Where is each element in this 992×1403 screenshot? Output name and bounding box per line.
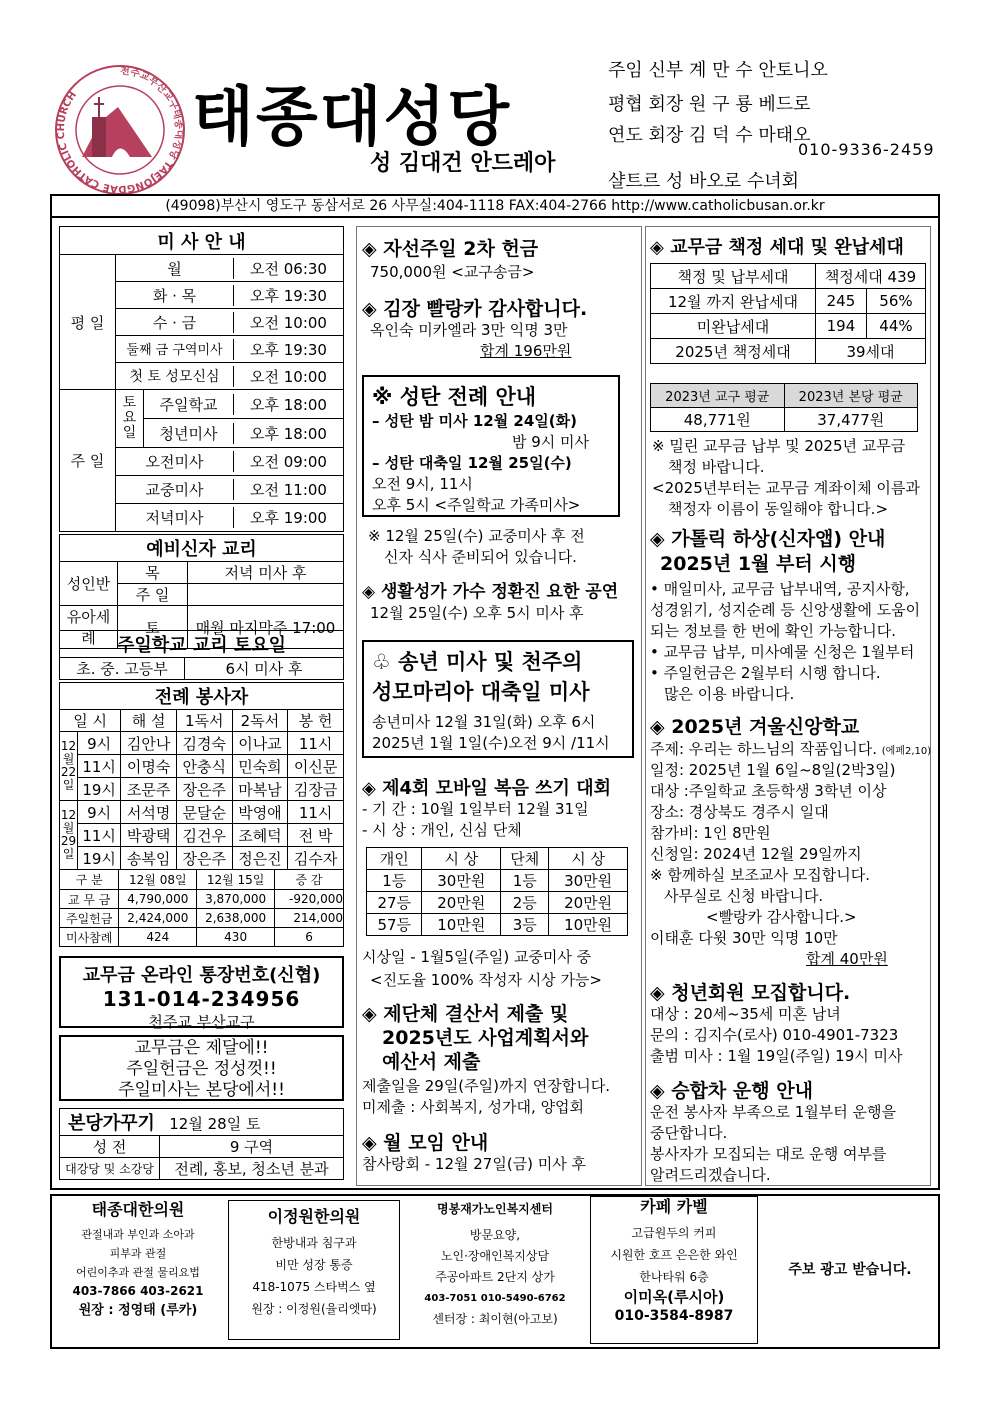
church-title: 태종대성당	[192, 81, 512, 155]
kimjang-title: ◈ 김장 빨랑카 감사합니다.	[362, 298, 588, 320]
van-title: ◈ 승합차 운행 안내	[650, 1080, 813, 1102]
concert-title: ◈ 생활성가 가수 정환진 요한 공연	[362, 582, 619, 602]
ad-elderly-care-center: 명봉재가노인복지센터 방문요양, 노인·장애인복지상담 주공아파트 2단지 상가 403-7051 010-5490-6762 센터장 : 최이현(아고보)	[424, 1202, 566, 1326]
sunday-label: 주 일	[60, 390, 116, 532]
ad-taejongdae-clinic: 태종대한의원 관절내과 부인과 소아과 피부과 관절 어린이추과 관절 물리요법 403-7866 403-2621 원장 : 정영태 (루카)	[72, 1200, 204, 1318]
app-title: ◈ 가톨릭 하상(신자앱) 안내 2025년 1월 부터 시행	[650, 528, 886, 575]
newyear-box: ♧ 송년 미사 및 천주의 성모마리아 대축일 미사 송년미사 12월 31일(화) 오후 6시 2025년 1월 1일(수)오전 9시 /11시	[362, 640, 634, 758]
ad-cafe-cabel: 카페 카벨 고급원두의 커피 시원한 호프 은은한 와인 한나타워 6층 이미옥(루시아) 010-3584-8987	[590, 1196, 758, 1344]
svg-text:천주교부산교구태종대성당 TAEJONGDAE CATHOL: 천주교부산교구태종대성당 TAEJONGDAE CATHOLIC CHURCH	[55, 65, 185, 195]
address-bar: (49098)부산시 영도구 동삼서로 26 사무실:404-1118 FAX:404-2766 http://www.catholicbusan.or.kr	[50, 194, 940, 218]
prize-table: 개인 시 상 단체 시 상 1등 30만원 1등 30만원 27등 20만원 2등 20만원 57등 10만원 3등 10만원	[366, 847, 628, 936]
catechumen-table: 예비신자 교리 성인반 목 저녁 미사 후 주 일 유아세례 토 매월 마지막주 17:00	[59, 534, 344, 649]
youth-title: ◈ 청년회원 모집합니다.	[650, 982, 851, 1004]
staff-1: 주임 신부 계 만 수 안토니오	[608, 60, 828, 81]
average-table: 2023년 교구 평균 2023년 본당 평균 48,771원 37,477원	[650, 383, 918, 432]
bible-contest-title: ◈ 제4회 모바일 복음 쓰기 대회	[362, 778, 611, 799]
dues-title: ◈ 교무금 책정 세대 및 완납세대	[650, 237, 904, 258]
camp-title: ◈ 2025년 겨울신앙학교	[650, 716, 860, 738]
staff-3: 연도 회장 김 덕 수 마태오	[608, 125, 811, 146]
motto-box: 교무금은 제달에!! 주일헌금은 정성껏!! 주일미사는 본당에서!!	[59, 1035, 344, 1101]
ad-placeholder: 주보 광고 받습니다.	[788, 1262, 912, 1278]
monthly-title: ◈ 월 모임 안내	[362, 1132, 489, 1154]
dues-table: 책정 및 납부세대 책정세대 439 12월 까지 완납세대 245 56% 미완납세대 194 44% 2025년 책정세대 39세대	[650, 263, 926, 364]
christmas-box: ※ 성탄 전례 안내 – 성탄 밤 미사 12월 24일(화) 밤 9시 미사 – 성탄 대축일 12월 25일(수) 오전 9시, 11시 오후 5시 <주일학교 가족미사>	[362, 375, 620, 517]
staff-phone: 010-9336-2459	[798, 140, 935, 159]
sunday-school-table: 주일학교 교리 토요일 초. 중. 고등부 6시 미사 후	[59, 630, 344, 680]
report-title: ◈ 제단체 결산서 제출 및 2025년도 사업계획서와 예산서 제출	[362, 1003, 589, 1073]
decor-table: 본당가꾸기 12월 28일 토 성 전 9 구역 대강당 및 소강당 전례, 홍보, 청소년 분과	[59, 1108, 344, 1180]
mass-table: 미 사 안 내 평 일 월 오전 06:30 화 · 목 오후 19:30 수 · 금 오전 10:00 둘째 금 구역미사 오후 19:30 첫 토 성모신심 오전 10:00 주 일 토 요 일 주일학교 오후 18:00 청년미사 오후 18:00 오전미사 오전 09:00 교중미사 오전 11:00 저녁미사 오후 19:00	[59, 226, 344, 532]
mass-title: 미 사 안 내	[60, 227, 344, 255]
account-number: 131-014-234956	[102, 987, 301, 1011]
staff-2: 평협 회장 원 구 룡 베드로	[608, 94, 811, 115]
sisters: 샬트르 성 바오로 수녀회	[608, 171, 800, 192]
patron-saint: 성 김대건 안드레아	[370, 151, 556, 176]
account-box: 교무금 온라인 통장번호(신협) 131-014-234956 천주교 부산교구	[59, 956, 344, 1028]
church-logo	[52, 62, 188, 198]
weekday-label: 평 일	[60, 255, 116, 390]
liturgy-table: 전례 봉사자 일 시 해 설 1독서 2독서 봉 헌 12 월 22 일 9시 김안나 김경숙 이나교 11시 11시 이명숙 안충식 민숙희 이신문 19시 조문주 장은주 마복남 김장금 12 월 29 일 9시 서석명 문달순 박영애 11시 11시 박광택 김건우 조혜덕 전 박 19시 송복임 장은주 정은진 김수자	[59, 682, 344, 870]
ad-leejungwon-clinic: 이정원한의원 한방내과 침구과 비만 성장 통증 418-1075 스타벅스 옆 원장 : 이정원(율리엣따)	[228, 1200, 400, 1340]
saturday-label: 토 요 일	[116, 390, 144, 448]
charity-title: ◈ 자선주일 2차 헌금	[362, 238, 539, 260]
finance-table: 구 분 12월 08일 12월 15일 증 감 교 무 금 4,790,000 3,870,000 -920,000 주일헌금 2,424,000 2,638,000 214,000 미사참례 424 430 6	[59, 869, 344, 947]
